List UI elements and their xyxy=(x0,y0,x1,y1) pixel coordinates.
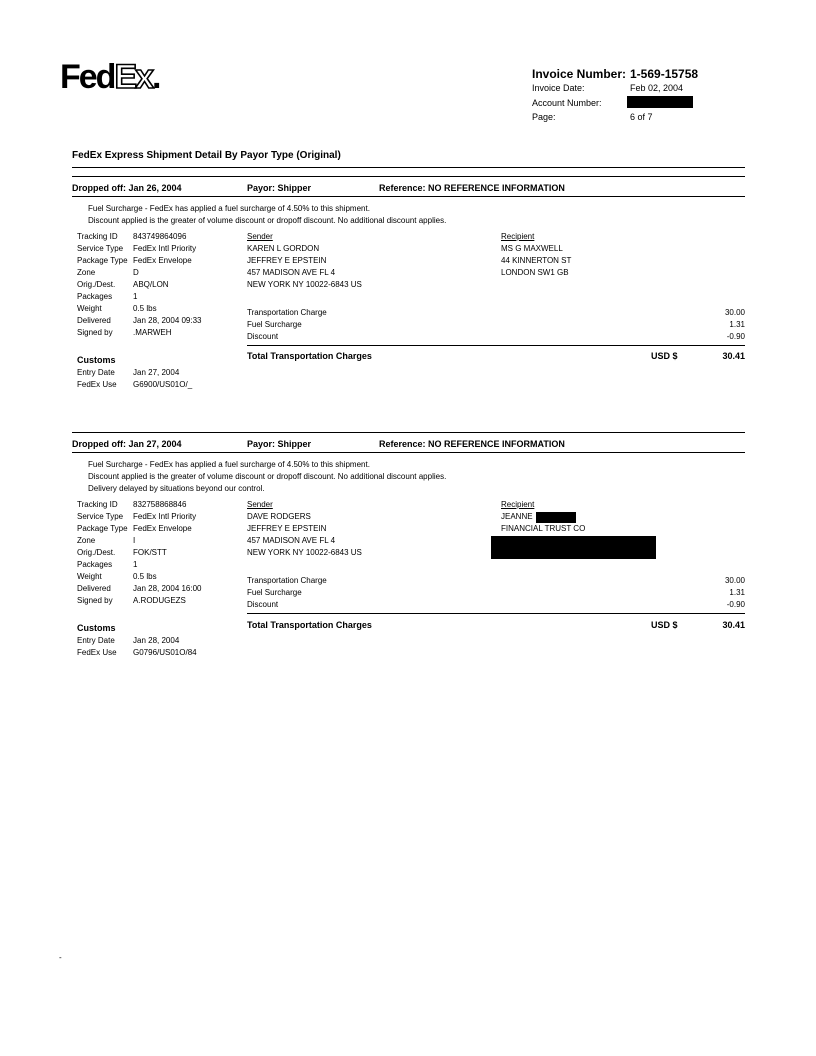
recipient-heading: Recipient xyxy=(501,232,535,241)
report-title: FedEx Express Shipment Detail By Payor Type (Original) xyxy=(72,150,341,161)
customs-value: G6900/US01O/_ xyxy=(133,380,193,389)
signed-by: A.RODUGEZS xyxy=(133,596,186,605)
detail-label: Weight xyxy=(77,572,102,581)
fedex-logo xyxy=(60,58,162,94)
weight: 0.5 lbs xyxy=(133,304,157,313)
sender-line: JEFFREY E EPSTEIN xyxy=(247,256,327,265)
charge-label: Transportation Charge xyxy=(247,576,327,585)
shipment-1-reference: Reference: NO REFERENCE INFORMATION xyxy=(379,183,565,193)
logo-dot: . xyxy=(152,58,162,96)
charge-label: Transportation Charge xyxy=(247,308,327,317)
customs-row xyxy=(77,647,197,659)
customs-row xyxy=(77,367,192,379)
detail-row xyxy=(77,279,202,291)
detail-row xyxy=(77,583,202,595)
weight: 0.5 lbs xyxy=(133,572,157,581)
customs-value: G0796/US01O/84 xyxy=(133,648,197,657)
shipment-1-sender xyxy=(247,231,362,291)
shipment-2-note: Fuel Surcharge - FedEx has applied a fuel surcharge of 4.50% to this shipment. xyxy=(88,460,370,469)
invoice-date: Feb 02, 2004 xyxy=(630,83,684,93)
shipment-2-charges xyxy=(247,575,745,611)
charge-label: Discount xyxy=(247,332,279,341)
service-type: FedEx Intl Priority xyxy=(133,512,197,521)
sender-line: NEW YORK NY 10022-6843 US xyxy=(247,280,362,289)
shipment-1-note: Discount applied is the greater of volume discount or dropoff discount. No additional discount applies. xyxy=(88,216,447,225)
page-label: Page: xyxy=(532,112,556,122)
customs-label: Entry Date xyxy=(77,636,115,645)
customs-label: Entry Date xyxy=(77,368,115,377)
charge-label: Fuel Surcharge xyxy=(247,320,302,329)
shipment-2-notes xyxy=(88,459,446,495)
invoice-number: 1-569-15758 xyxy=(630,67,699,81)
shipment-2-customs-heading: Customs xyxy=(77,623,116,633)
account-number-label: Account Number: xyxy=(532,98,602,108)
detail-row xyxy=(77,315,202,327)
detail-row xyxy=(77,535,202,547)
shipment-2-total-label: Total Transportation Charges xyxy=(247,620,372,630)
shipment-1-notes xyxy=(88,203,446,227)
charge-amount: -0.90 xyxy=(726,600,745,609)
detail-label: Packages xyxy=(77,560,113,569)
detail-row xyxy=(77,231,202,243)
detail-label: Package Type xyxy=(77,524,128,533)
recipient-name-redaction xyxy=(536,512,576,523)
charge-amount: 1.31 xyxy=(729,320,745,329)
shipment-1-total: 30.41 xyxy=(722,351,745,361)
orig-dest: ABQ/LON xyxy=(133,280,169,289)
charge-amount: 30.00 xyxy=(724,308,745,317)
customs-row xyxy=(77,379,192,391)
logo-ex-text: Ex xyxy=(114,58,153,96)
recipient-line: MS G MAXWELL xyxy=(501,244,563,253)
shipment-2-reference: Reference: NO REFERENCE INFORMATION xyxy=(379,439,565,449)
shipment-1-dropped-off: Dropped off: Jan 26, 2004 xyxy=(72,183,182,193)
shipment-1-total-rule xyxy=(247,345,745,346)
recipient-heading: Recipient xyxy=(501,500,535,509)
recipient-address-redaction xyxy=(491,536,656,559)
detail-row xyxy=(77,499,202,511)
charge-row xyxy=(247,319,745,331)
sender-line: 457 MADISON AVE FL 4 xyxy=(247,268,336,277)
detail-label: Service Type xyxy=(77,244,124,253)
detail-label: Zone xyxy=(77,536,96,545)
detail-label: Tracking ID xyxy=(77,500,118,509)
shipment-1-currency: USD $ xyxy=(651,351,678,361)
detail-label: Orig./Dest. xyxy=(77,548,116,557)
detail-label: Delivered xyxy=(77,316,111,325)
detail-row xyxy=(77,523,202,535)
customs-row xyxy=(77,635,197,647)
delivered: Jan 28, 2004 16:00 xyxy=(133,584,202,593)
detail-row xyxy=(77,595,202,607)
detail-label: Signed by xyxy=(77,596,113,605)
shipment-2-payor: Payor: Shipper xyxy=(247,439,312,449)
charge-amount: 1.31 xyxy=(729,588,745,597)
package-type: FedEx Envelope xyxy=(133,524,192,533)
shipment-1-header-rule xyxy=(72,196,745,197)
charge-label: Fuel Surcharge xyxy=(247,588,302,597)
detail-label: Zone xyxy=(77,268,96,277)
detail-row xyxy=(77,291,202,303)
customs-label: FedEx Use xyxy=(77,648,117,657)
zone: I xyxy=(133,536,136,545)
detail-row xyxy=(77,571,202,583)
detail-label: Weight xyxy=(77,304,102,313)
sender-line: JEFFREY E EPSTEIN xyxy=(247,524,327,533)
shipment-2-note: Discount applied is the greater of volume discount or dropoff discount. No additional discount applies. xyxy=(88,472,447,481)
detail-row xyxy=(77,303,202,315)
sender-line: NEW YORK NY 10022-6843 US xyxy=(247,548,362,557)
customs-value: Jan 28, 2004 xyxy=(133,636,180,645)
package-type: FedEx Envelope xyxy=(133,256,192,265)
service-type: FedEx Intl Priority xyxy=(133,244,197,253)
shipment-1-customs xyxy=(77,367,192,391)
shipment-2-details xyxy=(77,499,202,607)
charge-amount: -0.90 xyxy=(726,332,745,341)
detail-row xyxy=(77,511,202,523)
invoice-number-label: Invoice Number: xyxy=(532,67,627,81)
shipment-1-recipient xyxy=(501,231,571,279)
shipment-1-payor: Payor: Shipper xyxy=(247,183,312,193)
shipment-1-charges xyxy=(247,307,745,343)
recipient-line: LONDON SW1 GB xyxy=(501,268,569,277)
charge-amount: 30.00 xyxy=(724,576,745,585)
tracking-id: 832758868846 xyxy=(133,500,187,509)
detail-label: Delivered xyxy=(77,584,111,593)
charge-row xyxy=(247,587,745,599)
shipment-2-total-rule xyxy=(247,613,745,614)
detail-row xyxy=(77,327,202,339)
packages: 1 xyxy=(133,560,138,569)
shipment-2-top-rule xyxy=(72,432,745,433)
shipment-1-top-rule xyxy=(72,176,745,177)
detail-label: Signed by xyxy=(77,328,113,337)
detail-row xyxy=(77,255,202,267)
charge-row xyxy=(247,307,745,319)
shipment-2-currency: USD $ xyxy=(651,620,678,630)
detail-label: Orig./Dest. xyxy=(77,280,116,289)
title-divider xyxy=(72,167,745,168)
shipment-2-dropped-off: Dropped off: Jan 27, 2004 xyxy=(72,439,182,449)
orig-dest: FOK/STT xyxy=(133,548,167,557)
recipient-line: FINANCIAL TRUST CO xyxy=(501,524,586,533)
packages: 1 xyxy=(133,292,138,301)
detail-label: Package Type xyxy=(77,256,128,265)
sender-heading: Sender xyxy=(247,500,273,509)
customs-value: Jan 27, 2004 xyxy=(133,368,180,377)
shipment-2-header-rule xyxy=(72,452,745,453)
shipment-2-customs xyxy=(77,635,197,659)
charge-row xyxy=(247,599,745,611)
recipient-line: JEANNE xyxy=(501,512,533,521)
footer-mark: - xyxy=(59,953,62,962)
shipment-1-customs-heading: Customs xyxy=(77,355,116,365)
delivered: Jan 28, 2004 09:33 xyxy=(133,316,202,325)
sender-line: DAVE RODGERS xyxy=(247,512,311,521)
shipment-1-total-label: Total Transportation Charges xyxy=(247,351,372,361)
sender-heading: Sender xyxy=(247,232,273,241)
shipment-2-note: Delivery delayed by situations beyond our control. xyxy=(88,484,265,493)
detail-row xyxy=(77,547,202,559)
sender-line: 457 MADISON AVE FL 4 xyxy=(247,536,336,545)
shipment-2-total: 30.41 xyxy=(722,620,745,630)
invoice-date-label: Invoice Date: xyxy=(532,83,585,93)
detail-row xyxy=(77,243,202,255)
zone: D xyxy=(133,268,139,277)
charge-label: Discount xyxy=(247,600,279,609)
charge-row xyxy=(247,331,745,343)
detail-label: Packages xyxy=(77,292,113,301)
page-number: 6 of 7 xyxy=(630,112,653,122)
signed-by: .MARWEH xyxy=(133,328,172,337)
detail-row xyxy=(77,559,202,571)
sender-line: KAREN L GORDON xyxy=(247,244,320,253)
shipment-2-sender xyxy=(247,499,362,559)
shipment-1-details xyxy=(77,231,202,339)
tracking-id: 843749864096 xyxy=(133,232,187,241)
logo-fed-text: Fed xyxy=(60,58,115,96)
detail-label: Service Type xyxy=(77,512,124,521)
charge-row xyxy=(247,575,745,587)
recipient-line: 44 KINNERTON ST xyxy=(501,256,572,265)
detail-row xyxy=(77,267,202,279)
account-number-redaction xyxy=(627,96,693,108)
shipment-1-note: Fuel Surcharge - FedEx has applied a fuel surcharge of 4.50% to this shipment. xyxy=(88,204,370,213)
detail-label: Tracking ID xyxy=(77,232,118,241)
customs-label: FedEx Use xyxy=(77,380,117,389)
